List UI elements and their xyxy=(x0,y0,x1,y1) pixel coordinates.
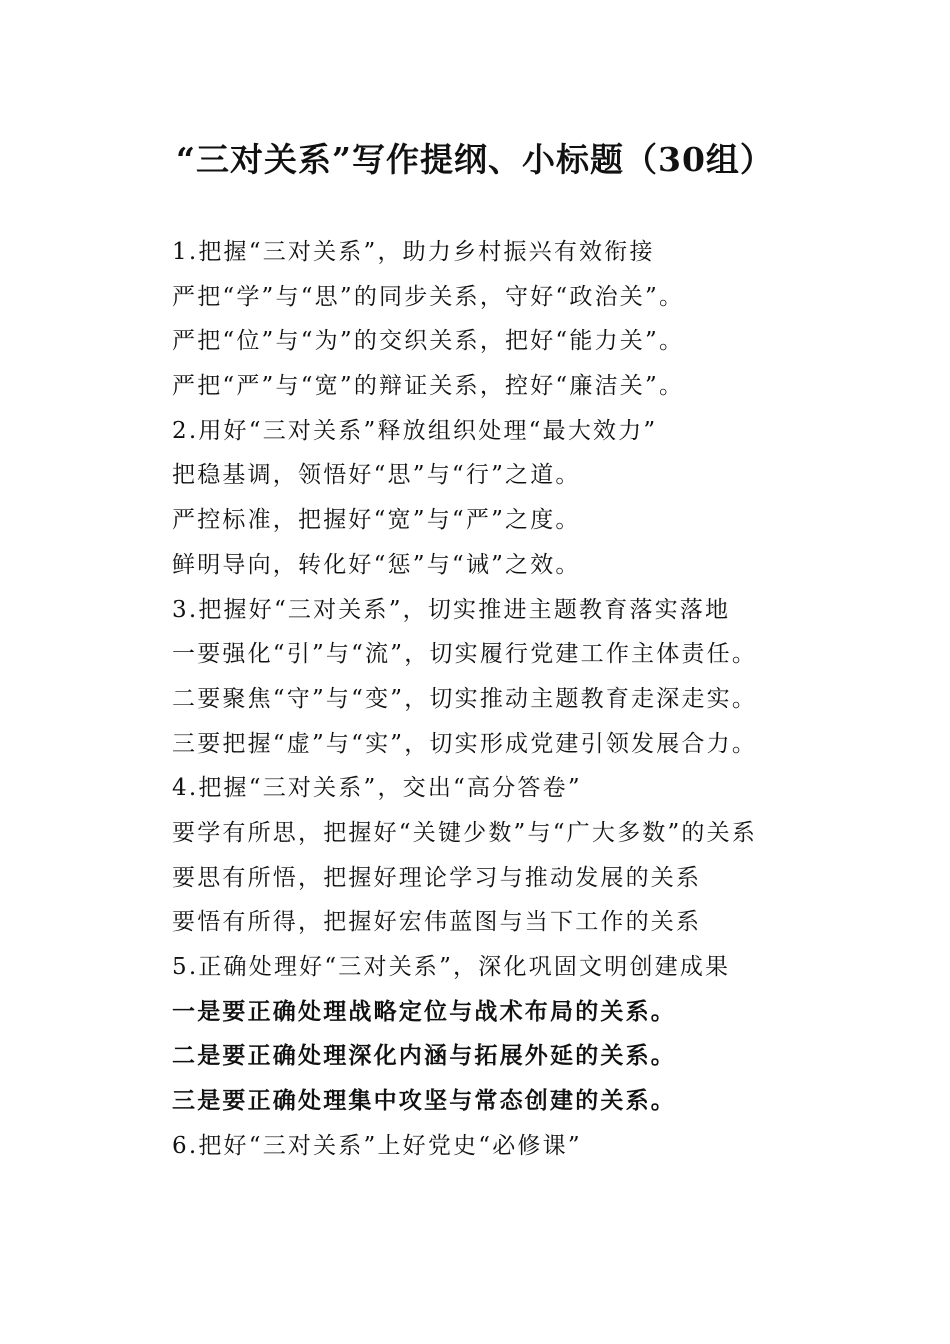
text-line: 严控标准，把握好“宽”与“严”之度。 xyxy=(172,507,581,534)
heading-2: 2.用好“三对关系”释放组织处理“最大效力” xyxy=(172,417,658,444)
text-line: 把稳基调，领悟好“思”与“行”之道。 xyxy=(172,462,581,489)
text-line: 严把“学”与“思”的同步关系，守好“政治关”。 xyxy=(172,283,685,310)
text-line: 一要强化“引”与“流”，切实履行党建工作主体责任。 xyxy=(172,641,758,668)
text-line: 鲜明导向，转化好“惩”与“诫”之效。 xyxy=(172,551,581,578)
text-line-bold: 一是要正确处理战略定位与战术布局的关系。 xyxy=(172,997,676,1025)
document-title: “三对关系”写作提纲、小标题（30组） xyxy=(176,140,774,179)
heading-1: 1.把握“三对关系”，助力乡村振兴有效衔接 xyxy=(172,239,655,265)
heading-5: 5.正确处理好“三对关系”，深化巩固文明创建成果 xyxy=(172,954,731,980)
heading-6: 6.把好“三对关系”上好党史“必修课” xyxy=(172,1132,582,1159)
text-line: 严把“位”与“为”的交织关系，把好“能力关”。 xyxy=(172,328,685,355)
text-line-bold: 三是要正确处理集中攻坚与常态创建的关系。 xyxy=(172,1087,676,1115)
text-line: 要学有所思，把握好“关键少数”与“广大多数”的关系 xyxy=(172,819,758,846)
heading-4: 4.把握“三对关系”，交出“高分答卷” xyxy=(172,775,582,802)
text-line: 三要把握“虚”与“实”，切实形成党建引领发展合力。 xyxy=(172,730,758,757)
text-line: 要思有所悟，把握好理论学习与推动发展的关系 xyxy=(172,864,702,891)
document-body xyxy=(172,230,872,1168)
heading-3: 3.把握好“三对关系”，切实推进主题教育落实落地 xyxy=(172,596,731,623)
text-line-bold: 二是要正确处理深化内涵与拓展外延的关系。 xyxy=(172,1042,676,1070)
text-line: 二要聚焦“守”与“变”，切实推动主题教育走深走实。 xyxy=(172,685,758,712)
text-line: 严把“严”与“宽”的辩证关系，控好“廉洁关”。 xyxy=(172,373,685,400)
text-line: 要悟有所得，把握好宏伟蓝图与当下工作的关系 xyxy=(172,909,702,936)
